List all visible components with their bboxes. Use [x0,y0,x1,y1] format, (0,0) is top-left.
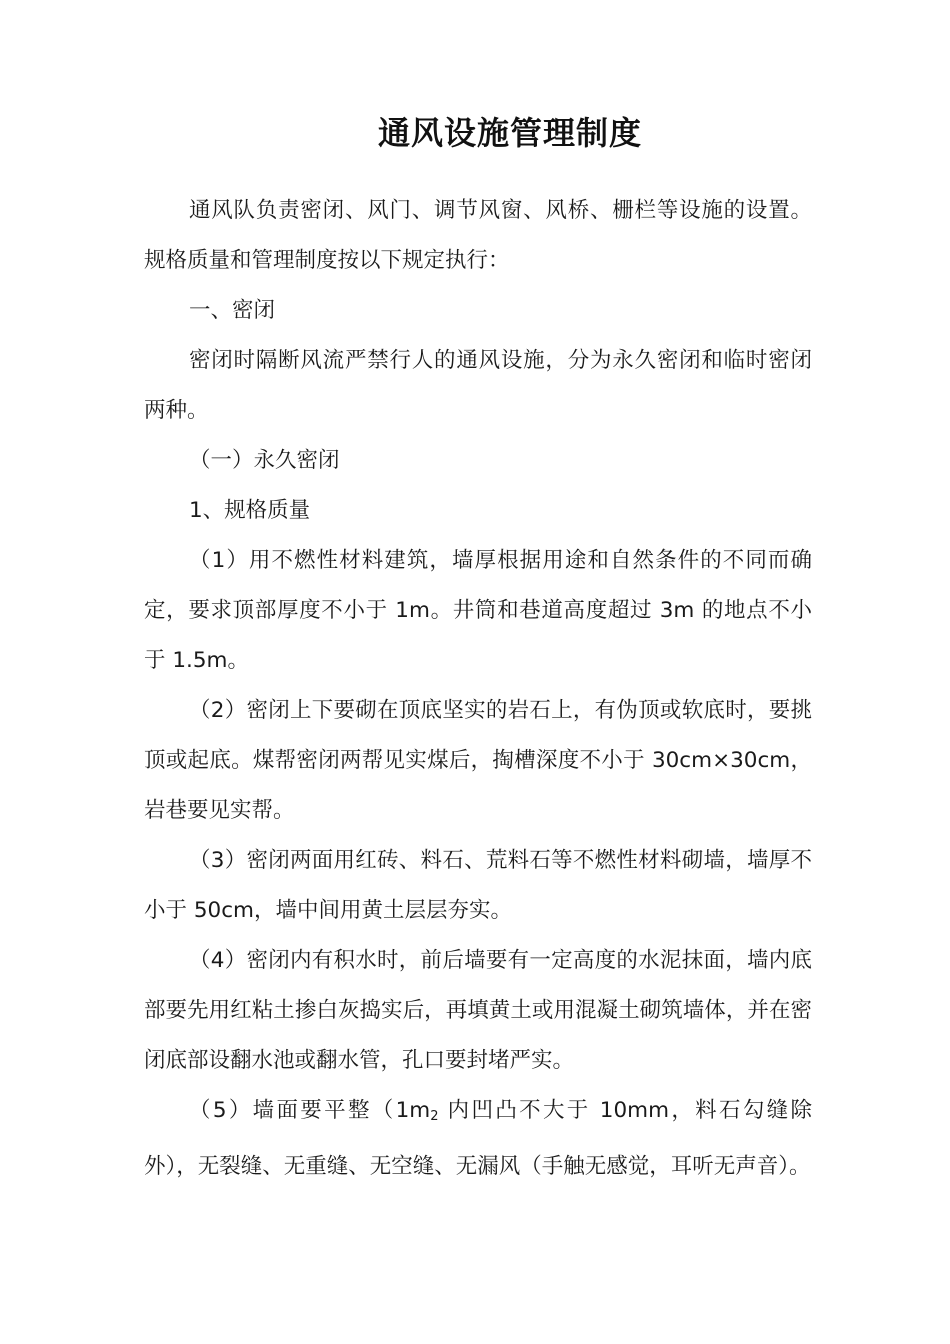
subscript-two: 2 [430,1109,439,1124]
item-heading-spec-quality: 1、规格质量 [189,498,311,523]
paragraph-item-5 [144,1086,812,1192]
section-heading-seal: 一、密闭 [189,298,276,323]
paragraph-item-3: （3）密闭两面用红砖、料石、荒料石等不燃性材料砌墙，墙厚不小于 50cm，墙中间用黄土层层夯实。 [144,848,812,923]
paragraph-intro: 通风队负责密闭、风门、调节风窗、风桥、栅栏等设施的设置。规格质量和管理制度按以下规定执行： [144,198,812,273]
paragraph-item-4: （4）密闭内有积水时，前后墙要有一定高度的水泥抹面，墙内底部要先用红粘土掺白灰捣实后，再填黄土或用混凝土砌筑墙体，并在密闭底部设翻水池或翻水管，孔口要封堵严实。 [144,948,812,1073]
paragraph-seal-definition: 密闭时隔断风流严禁行人的通风设施，分为永久密闭和临时密闭两种。 [144,348,812,423]
document-body [144,186,812,1192]
paragraph-item-1: （1）用不燃性材料建筑，墙厚根据用途和自然条件的不同而确定，要求顶部厚度不小于 1m。井筒和巷道高度超过 3m 的地点不小于 1.5m。 [144,548,812,673]
subsection-heading-permanent-seal: （一）永久密闭 [189,448,340,473]
paragraph-item-5-part-1: （5）墙面要平整（1m [189,1098,431,1123]
paragraph-item-2: （2）密闭上下要砌在顶底坚实的岩石上，有伪顶或软底时，要挑顶或起底。煤帮密闭两帮见实煤后，掏槽深度不小于 30cm×30cm，岩巷要见实帮。 [144,698,812,823]
paragraph-item-5-part-2: 内凹凸不大于 10mm，料石勾缝除外），无裂缝、无重缝、无空缝、无漏风（手触无感觉，耳听无声音）。 [144,1098,812,1179]
document-title: 通风设施管理制度 [377,114,642,152]
